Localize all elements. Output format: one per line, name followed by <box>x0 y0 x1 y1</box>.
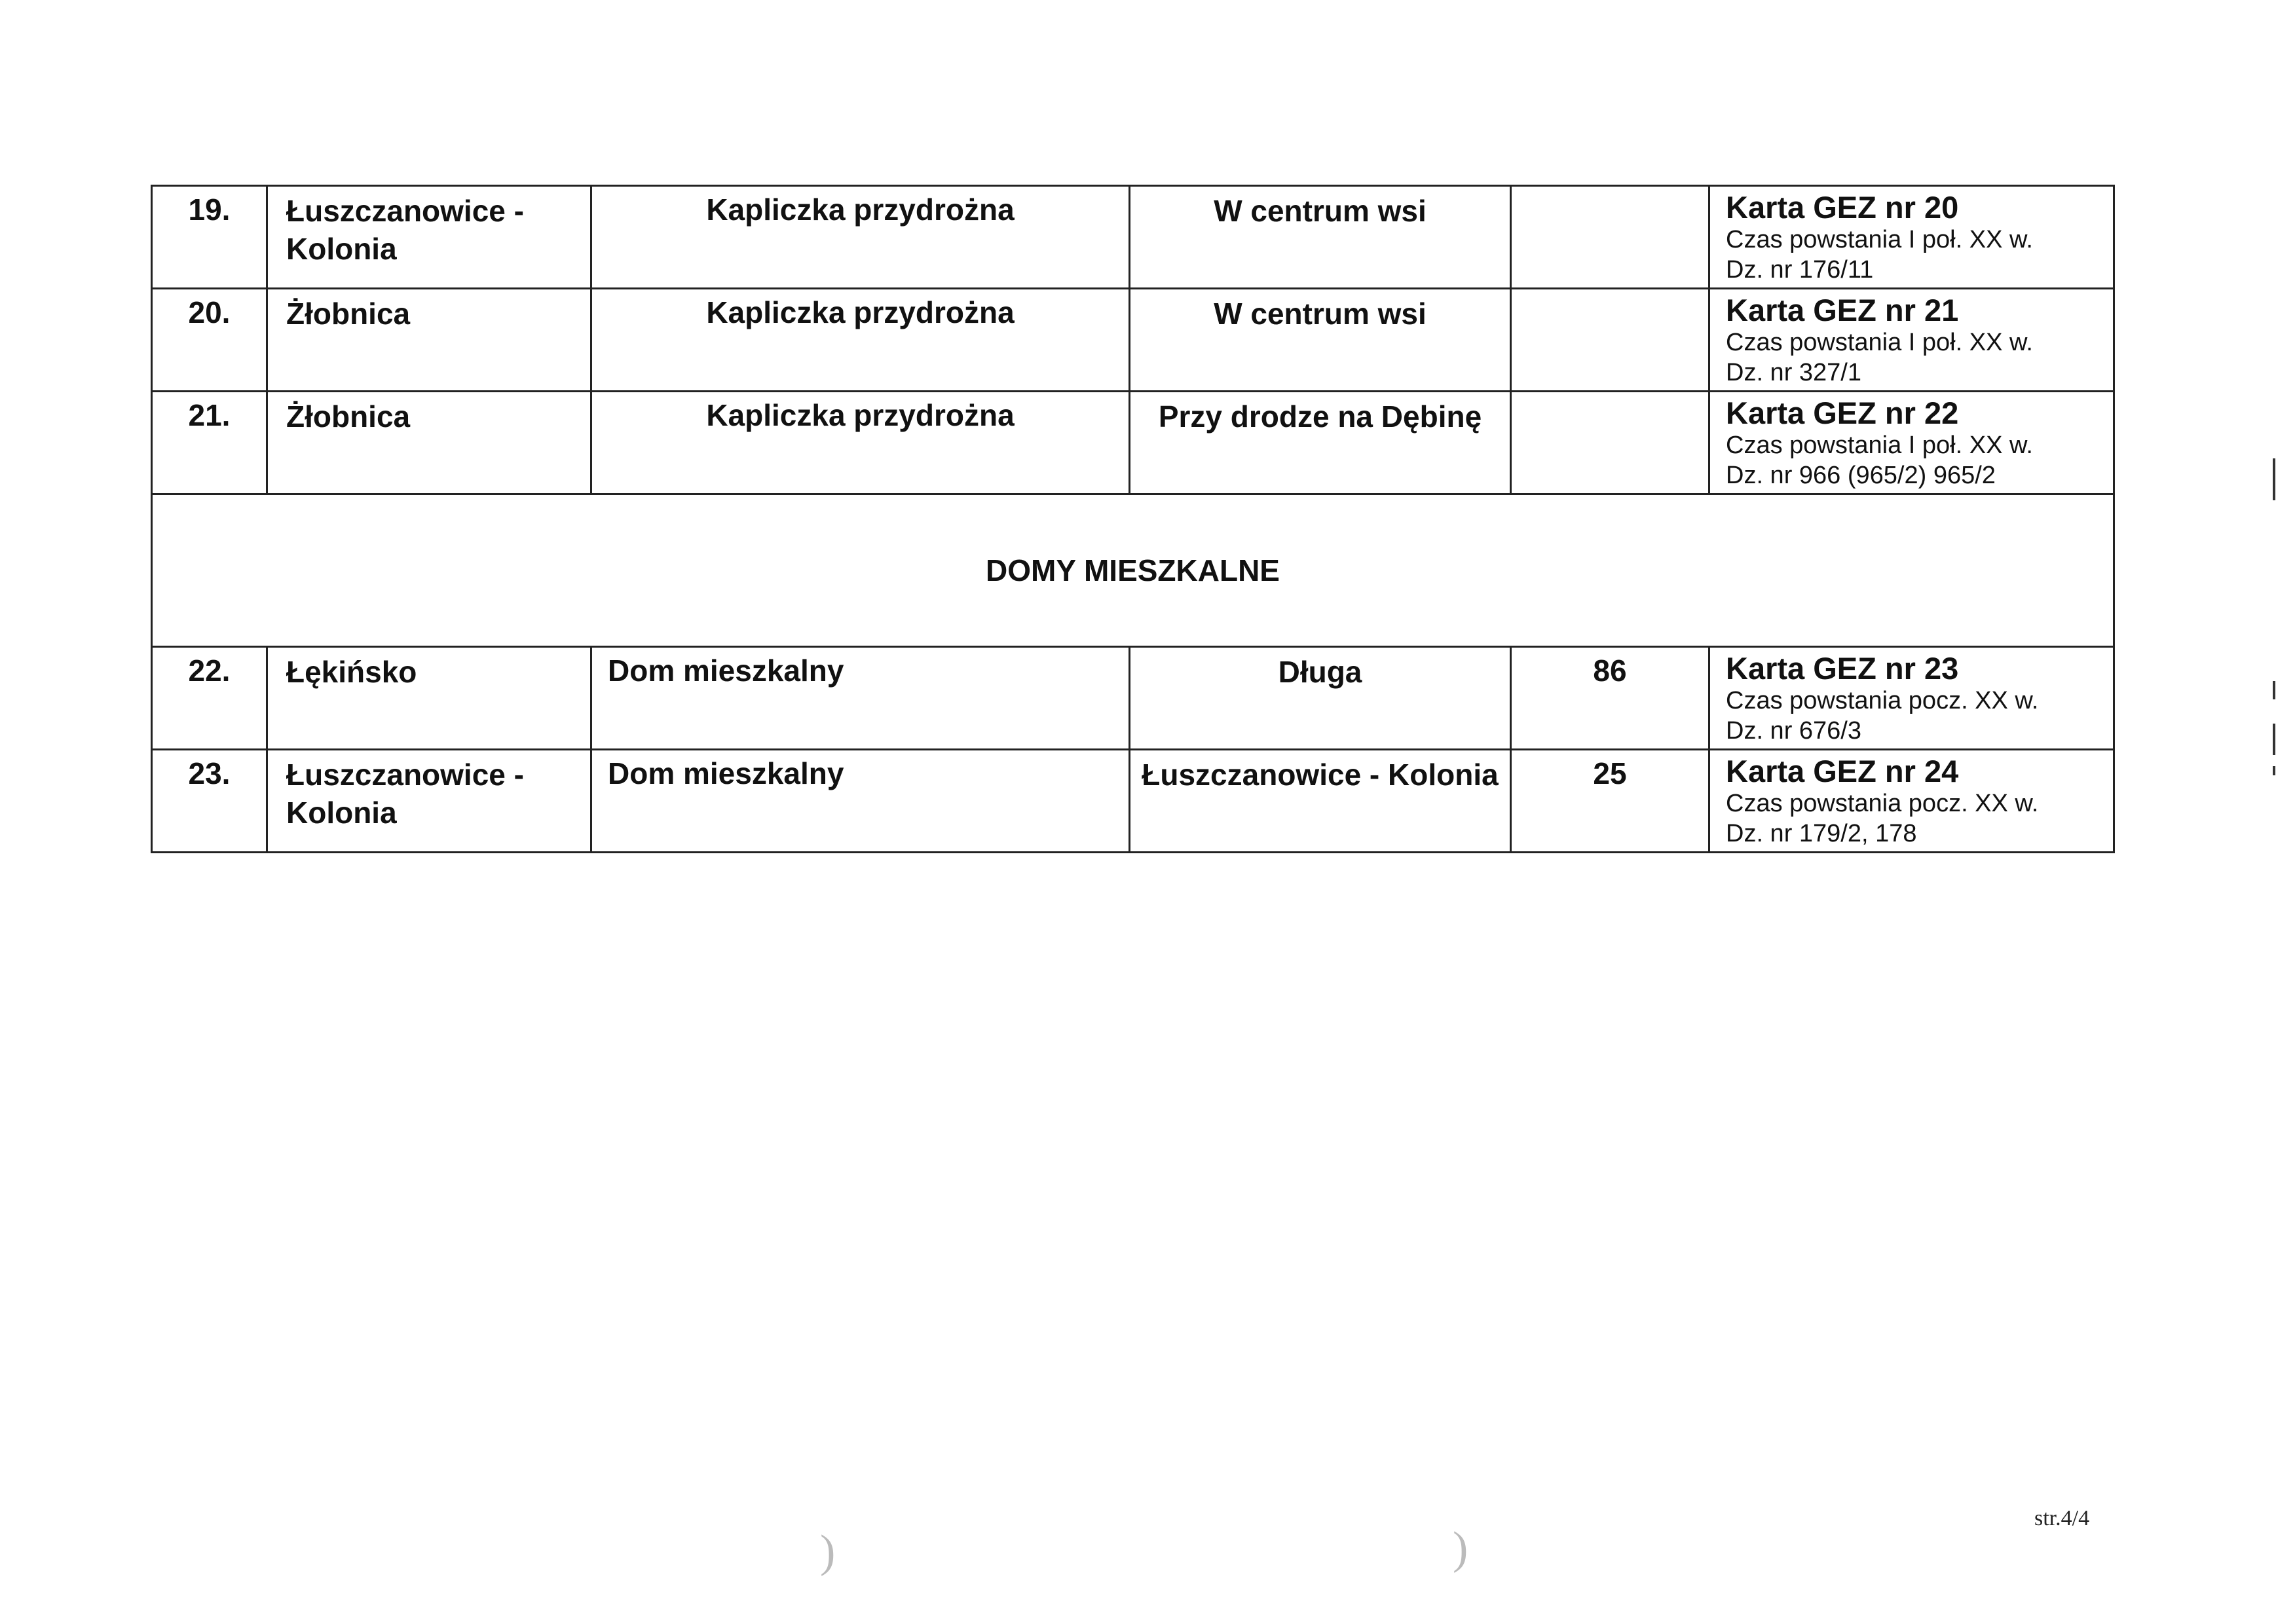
scan-edge-mark <box>2273 724 2275 755</box>
object-cell: Dom mieszkalny <box>591 647 1130 750</box>
monument-register-table <box>151 185 2115 853</box>
locality-cell: Łuszczanowice - Kolonia <box>267 750 591 853</box>
address-cell: Długa <box>1130 647 1511 750</box>
locality-cell: Łękińsko <box>267 647 591 750</box>
plot-number: Dz. nr 179/2, 178 <box>1726 820 1917 847</box>
plot-number: Dz. nr 176/11 <box>1726 256 1874 284</box>
plot-number: Dz. nr 676/3 <box>1726 717 1861 745</box>
table-row <box>152 647 2114 750</box>
notes-cell <box>1709 750 2114 853</box>
object-cell: Dom mieszkalny <box>591 750 1130 853</box>
row-number: 22. <box>152 647 267 750</box>
scan-edge-mark <box>2273 458 2275 500</box>
notes-cell <box>1709 186 2114 289</box>
scan-edge-mark <box>2273 766 2275 775</box>
construction-period: Czas powstania pocz. XX w. <box>1726 790 2039 817</box>
locality-cell: Żłobnica <box>267 392 591 494</box>
row-number: 19. <box>152 186 267 289</box>
notes-cell <box>1709 392 2114 494</box>
gez-card-title: Karta GEZ nr 20 <box>1726 190 1959 225</box>
notes-cell <box>1709 647 2114 750</box>
gez-card-title: Karta GEZ nr 23 <box>1726 651 1959 686</box>
table-row <box>152 186 2114 289</box>
row-number: 23. <box>152 750 267 853</box>
house-number-cell <box>1511 289 1709 392</box>
page-number: str.4/4 <box>2034 1506 2090 1530</box>
row-number: 20. <box>152 289 267 392</box>
table-row <box>152 289 2114 392</box>
notes-cell <box>1709 289 2114 392</box>
gez-card-title: Karta GEZ nr 22 <box>1726 396 1959 430</box>
scan-smudge: ) <box>1453 1523 1468 1574</box>
section-heading: DOMY MIESZKALNE <box>152 494 2114 647</box>
house-number-cell: 86 <box>1511 647 1709 750</box>
object-cell: Kapliczka przydrożna <box>591 289 1130 392</box>
construction-period: Czas powstania I poł. XX w. <box>1726 329 2033 356</box>
house-number-cell <box>1511 186 1709 289</box>
construction-period: Czas powstania I poł. XX w. <box>1726 432 2033 459</box>
house-number-cell <box>1511 392 1709 494</box>
plot-number: Dz. nr 966 (965/2) 965/2 <box>1726 462 1996 489</box>
plot-number: Dz. nr 327/1 <box>1726 359 1861 386</box>
row-number: 21. <box>152 392 267 494</box>
object-cell: Kapliczka przydrożna <box>591 186 1130 289</box>
address-cell: Łuszczanowice - Kolonia <box>1130 750 1511 853</box>
scan-smudge: ) <box>820 1526 836 1577</box>
gez-card-title: Karta GEZ nr 24 <box>1726 754 1959 788</box>
construction-period: Czas powstania pocz. XX w. <box>1726 687 2039 714</box>
address-cell: W centrum wsi <box>1130 289 1511 392</box>
object-cell: Kapliczka przydrożna <box>591 392 1130 494</box>
scan-edge-mark <box>2273 681 2275 699</box>
table-row <box>152 392 2114 494</box>
house-number-cell: 25 <box>1511 750 1709 853</box>
address-cell: W centrum wsi <box>1130 186 1511 289</box>
gez-card-title: Karta GEZ nr 21 <box>1726 293 1959 327</box>
locality-cell: Żłobnica <box>267 289 591 392</box>
section-heading-row <box>152 494 2114 647</box>
construction-period: Czas powstania I poł. XX w. <box>1726 226 2033 253</box>
address-cell: Przy drodze na Dębinę <box>1130 392 1511 494</box>
table-row <box>152 750 2114 853</box>
locality-cell: Łuszczanowice - Kolonia <box>267 186 591 289</box>
